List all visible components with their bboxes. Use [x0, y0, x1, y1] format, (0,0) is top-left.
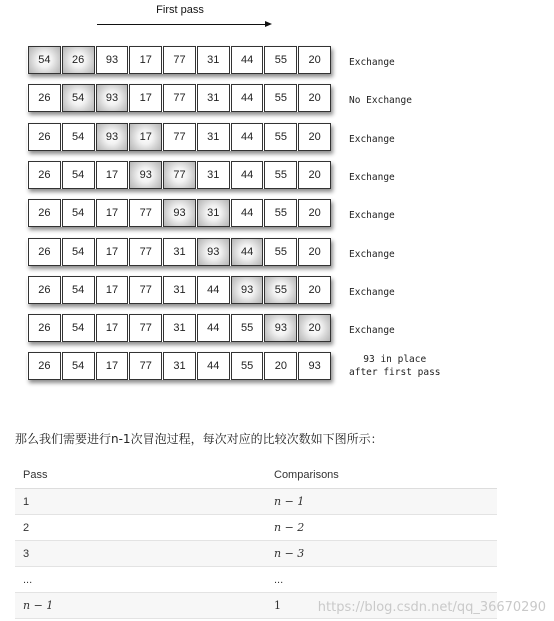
watermark: https://blog.csdn.net/qq_36670290 — [317, 600, 546, 615]
pass-cell: 2 — [15, 515, 266, 541]
array-cell: 44 — [231, 123, 264, 151]
array-cell: 44 — [197, 314, 230, 342]
array-cell: 54 — [62, 276, 95, 304]
array-cell: 26 — [28, 314, 61, 342]
array-cell: 20 — [298, 199, 331, 227]
pass-row-label: Exchange — [349, 133, 395, 145]
array-cell: 44 — [197, 276, 230, 304]
compared-cell: 93 — [96, 123, 129, 151]
array-cell: 26 — [28, 352, 61, 380]
array-cell: 26 — [28, 84, 61, 112]
array-cell: 77 — [129, 352, 162, 380]
array-cell: 26 — [28, 238, 61, 266]
array-cell: 54 — [62, 123, 95, 151]
array-cell: 17 — [129, 46, 162, 74]
compared-cell: 20 — [298, 314, 331, 342]
direction-arrow-icon — [97, 24, 265, 25]
array-cell: 17 — [96, 199, 129, 227]
array-cell: 54 — [62, 352, 95, 380]
compared-cell: 54 — [62, 84, 95, 112]
array-cell: 44 — [231, 161, 264, 189]
array-cell: 77 — [129, 238, 162, 266]
compared-cell: 93 — [197, 238, 230, 266]
pass-cell: ... — [15, 567, 266, 593]
pass-row-label: Exchange — [349, 171, 395, 183]
array-cell: 20 — [298, 161, 331, 189]
compared-cell: 17 — [129, 123, 162, 151]
compared-cell: 44 — [231, 238, 264, 266]
array-cell: 17 — [96, 276, 129, 304]
array-cell: 17 — [96, 238, 129, 266]
array-cell: 26 — [28, 276, 61, 304]
pass-row — [27, 199, 331, 227]
table-header-row — [15, 462, 497, 489]
array-cell: 31 — [197, 84, 230, 112]
array-cell: 26 — [28, 161, 61, 189]
compared-cell: 55 — [264, 276, 297, 304]
comparisons-cell: n − 2 — [266, 515, 497, 541]
pass-row — [27, 352, 331, 380]
table-row — [15, 567, 497, 593]
array-cell: 31 — [197, 46, 230, 74]
array-cell: 77 — [163, 84, 196, 112]
compared-cell: 26 — [62, 46, 95, 74]
array-cell: 20 — [298, 84, 331, 112]
array-cell: 55 — [264, 84, 297, 112]
array-cell: 55 — [264, 123, 297, 151]
pass-row — [27, 161, 331, 189]
comparisons-cell: n − 3 — [266, 541, 497, 567]
compared-cell: 31 — [197, 199, 230, 227]
diagram-title: First pass — [156, 4, 204, 16]
comparisons-cell: ... — [266, 567, 497, 593]
header-comparisons: Comparisons — [266, 462, 497, 489]
array-cell: 31 — [197, 123, 230, 151]
array-cell: 93 — [298, 352, 331, 380]
array-cell: 44 — [197, 352, 230, 380]
array-cell: 31 — [197, 161, 230, 189]
array-cell: 55 — [264, 199, 297, 227]
pass-row — [27, 46, 331, 74]
array-cell: 20 — [298, 276, 331, 304]
array-cell: 55 — [231, 314, 264, 342]
array-cell: 55 — [264, 46, 297, 74]
array-cell: 77 — [129, 199, 162, 227]
array-cell: 31 — [163, 276, 196, 304]
pass-row-label: Exchange — [349, 57, 395, 68]
header-pass: Pass — [15, 462, 266, 489]
pass-row-label: 93 in place after first pass — [349, 354, 441, 379]
array-cell: 44 — [231, 84, 264, 112]
table-row — [15, 489, 497, 515]
pass-row-label: Exchange — [349, 248, 395, 260]
pass-row-label: No Exchange — [349, 95, 412, 107]
pass-row — [27, 238, 331, 266]
array-cell: 17 — [129, 84, 162, 112]
array-cell: 31 — [163, 238, 196, 266]
pass-cell: n − 1 — [15, 593, 266, 619]
array-cell: 20 — [264, 352, 297, 380]
array-cell: 93 — [96, 46, 129, 74]
pass-row — [27, 84, 331, 112]
compared-cell: 93 — [96, 84, 129, 112]
array-cell: 26 — [28, 199, 61, 227]
comparisons-cell: n − 1 — [266, 489, 497, 515]
array-cell: 17 — [96, 352, 129, 380]
array-cell: 55 — [264, 161, 297, 189]
compared-cell: 93 — [264, 314, 297, 342]
array-cell: 44 — [231, 199, 264, 227]
array-cell: 54 — [62, 238, 95, 266]
array-cell: 31 — [163, 352, 196, 380]
array-cell: 77 — [163, 123, 196, 151]
pass-row-label: Exchange — [349, 325, 395, 337]
table-row — [15, 541, 497, 567]
compared-cell: 77 — [163, 161, 196, 189]
array-cell: 55 — [231, 352, 264, 380]
pass-row-label: Exchange — [349, 286, 395, 298]
pass-row — [27, 276, 331, 304]
array-cell: 54 — [62, 314, 95, 342]
array-cell: 77 — [163, 46, 196, 74]
description-text: 那么我们需要进行n-1次冒泡过程，每次对应的比较次数如下图所示： — [15, 432, 383, 446]
pass-row — [27, 314, 331, 342]
pass-row-label: Exchange — [349, 210, 395, 222]
pass-cell: 1 — [15, 489, 266, 515]
array-cell: 77 — [129, 276, 162, 304]
array-cell: 17 — [96, 161, 129, 189]
pass-cell: 3 — [15, 541, 266, 567]
pass-row — [27, 123, 331, 151]
comparisons-cell: 1 — [266, 593, 497, 619]
array-cell: 26 — [28, 123, 61, 151]
array-cell: 20 — [298, 123, 331, 151]
table-row — [15, 515, 497, 541]
compared-cell: 93 — [231, 276, 264, 304]
array-cell: 20 — [298, 46, 331, 74]
array-cell: 31 — [163, 314, 196, 342]
compared-cell: 93 — [129, 161, 162, 189]
array-cell: 54 — [62, 161, 95, 189]
array-cell: 17 — [96, 314, 129, 342]
compared-cell: 54 — [28, 46, 61, 74]
array-cell: 54 — [62, 199, 95, 227]
array-cell: 44 — [231, 46, 264, 74]
array-cell: 77 — [129, 314, 162, 342]
array-cell: 20 — [298, 238, 331, 266]
comparisons-table — [15, 462, 497, 619]
compared-cell: 93 — [163, 199, 196, 227]
array-cell: 55 — [264, 238, 297, 266]
